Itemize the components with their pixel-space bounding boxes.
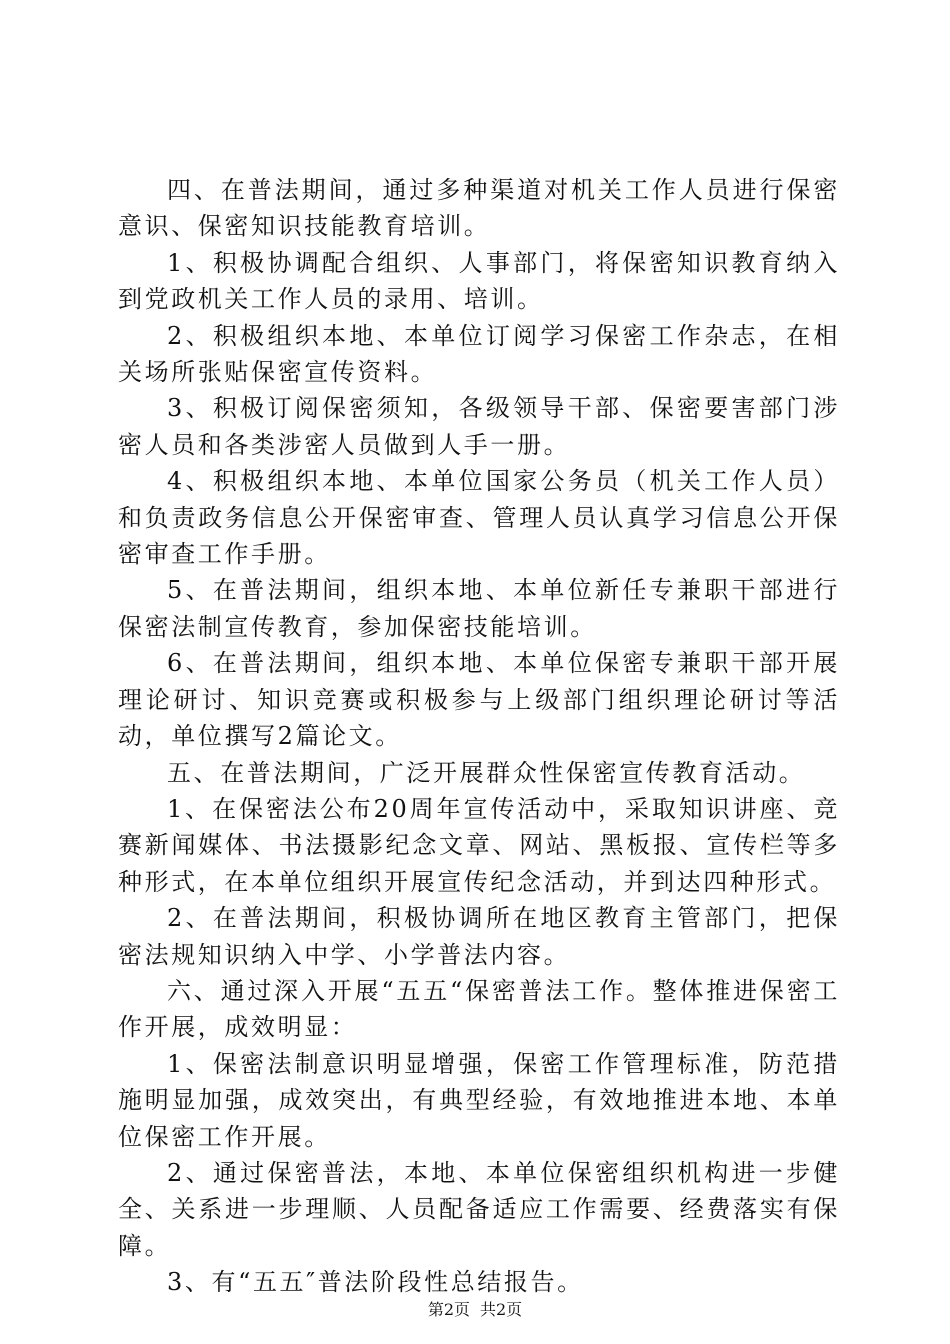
paragraph-item: 1、在保密法公布20周年宣传活动中，采取知识讲座、竞赛新闻媒体、书法摄影纪念文章、网站、黑板报、宣传栏等多种形式，在本单位组织开展宣传纪念活动，并到达四种形式。 xyxy=(118,794,840,896)
page-number: 第2页 xyxy=(427,1300,470,1319)
paragraph-item: 3、积极订阅保密须知，各级领导干部、保密要害部门涉密人员和各类涉密人员做到人手一册。 xyxy=(118,394,840,459)
paragraph-item: 4、积极组织本地、本单位国家公务员（机关工作人员）和负责政务信息公开保密审查、管理人员认真学习信息公开保密审查工作手册。 xyxy=(118,467,840,569)
paragraph-item: 2、通过保密普法，本地、本单位保密组织机构进一步健全、关系进一步理顺、人员配备适应工作需要、经费落实有保障。 xyxy=(118,1158,840,1260)
paragraph-item: 1、积极协调配合组织、人事部门，将保密知识教育纳入到党政机关工作人员的录用、培训。 xyxy=(118,248,840,314)
page-total: 共2页 xyxy=(480,1300,523,1319)
page-footer xyxy=(0,1300,950,1320)
paragraph-section-4: 四、在普法期间，通过多种渠道对机关工作人员进行保密意识、保密知识技能教育培训。 xyxy=(118,176,840,241)
paragraph-item: 1、保密法制意识明显增强，保密工作管理标准，防范措施明显加强，成效突出，有典型经验，有效地推进本地、本单位保密工作开展。 xyxy=(118,1049,840,1151)
document-body xyxy=(118,172,840,1301)
paragraph-item: 2、积极组织本地、本单位订阅学习保密工作杂志，在相关场所张贴保密宣传资料。 xyxy=(118,321,840,387)
paragraph-item: 3、有“五五″普法阶段性总结报告。 xyxy=(167,1268,584,1297)
paragraph-section-6: 六、通过深入开展“五五“保密普法工作。整体推进保密工作开展，成效明显： xyxy=(118,976,840,1042)
paragraph-item: 5、在普法期间，组织本地、本单位新任专兼职干部进行保密法制宣传教育，参加保密技能培训。 xyxy=(118,576,840,641)
paragraph-section-5: 五、在普法期间，广泛开展群众性保密宣传教育活动。 xyxy=(167,758,806,787)
paragraph-item: 2、在普法期间，积极协调所在地区教育主管部门，把保密法规知识纳入中学、小学普法内容。 xyxy=(118,904,840,969)
paragraph-item: 6、在普法期间，组织本地、本单位保密专兼职干部开展理论研讨、知识竞赛或积极参与上级部门组织理论研讨等活动，单位撰写2篇论文。 xyxy=(118,649,840,751)
